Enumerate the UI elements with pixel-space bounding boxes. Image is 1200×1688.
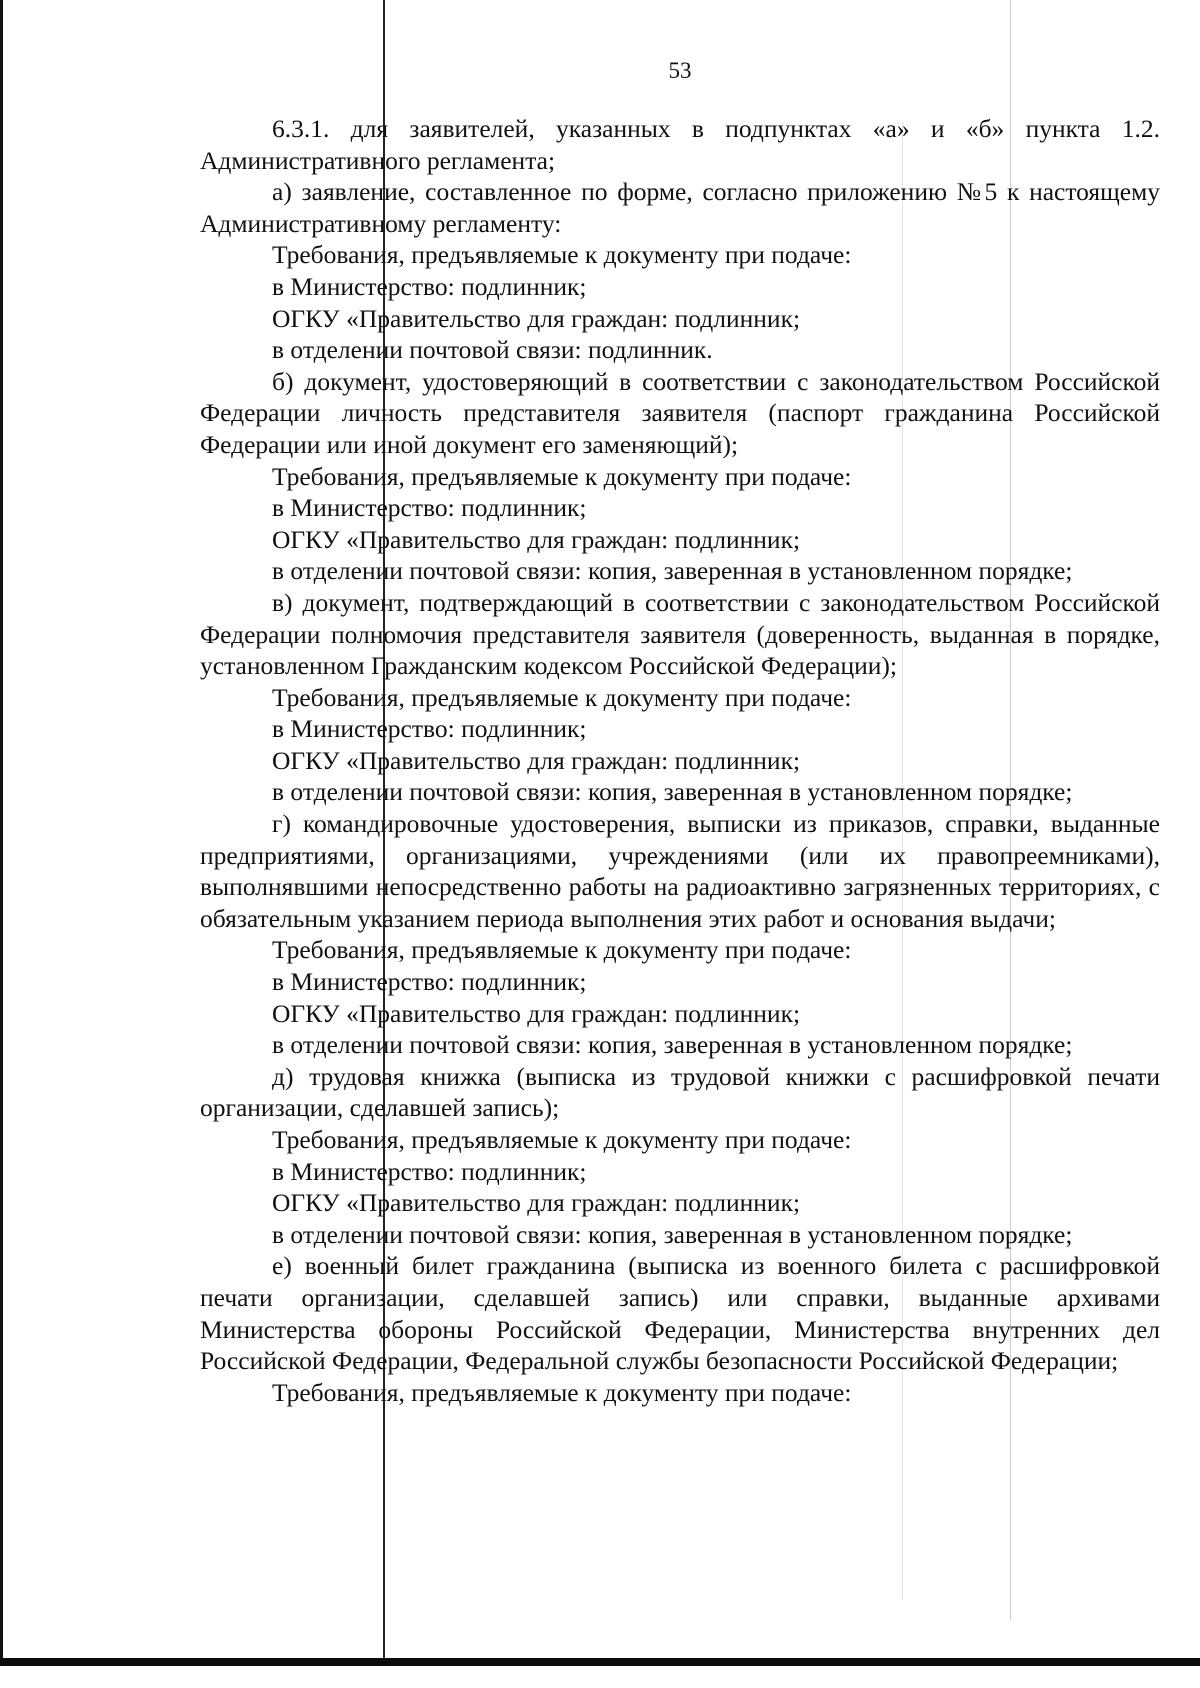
- paragraph: в Министерство: подлинник;: [272, 1156, 587, 1186]
- paragraph: ОГКУ «Правительство для граждан: подлинник;: [272, 524, 801, 554]
- paragraph: в отделении почтовой связи: копия, заверенная в установленном порядке;: [272, 1219, 1073, 1249]
- paragraph: ОГКУ «Правительство для граждан: подлинник;: [272, 303, 801, 333]
- paragraph: Требования, предъявляемые к документу при подаче:: [272, 682, 852, 712]
- paragraph: в) документ, подтверждающий в соответствии с законодательством Российской Федерации полномочия представителя заявителя (доверенность, выданная в порядке, установленном Гражданским кодексом Российской Федерации);: [200, 587, 1160, 681]
- paragraph: ОГКУ «Правительство для граждан: подлинник;: [272, 1188, 801, 1218]
- paragraph: Требования, предъявляемые к документу при подаче:: [272, 1125, 852, 1154]
- paragraph: в отделении почтовой связи: подлинник.: [272, 335, 713, 365]
- paragraph: д) трудовая книжка (выписка из трудовой книжки с расшифровкой печати организации, сделавшей запись);: [200, 1061, 1160, 1123]
- paragraph: в Министерство: подлинник;: [272, 271, 587, 301]
- paragraph: Требования, предъявляемые к документу при подаче:: [272, 1377, 852, 1407]
- paragraph: в отделении почтовой связи: копия, заверенная в установленном порядке;: [272, 777, 1073, 807]
- document-body: [200, 113, 1160, 1408]
- paragraph: а) заявление, составленное по форме, согласно приложению №5 к настоящему Административному регламенту:: [200, 177, 1160, 238]
- page-number: 53: [668, 58, 692, 83]
- paragraph: в Министерство: подлинник;: [272, 967, 587, 997]
- paragraph: е) военный билет гражданина (выписка из военного билета с расшифровкой печати организации, сделавшей запись) или справки, выданные архивами Министерства обороны Российской Федерации, Министерства внутренних дел Российской Федерации, Федеральной службы безопасности Российской Федерации;: [200, 1251, 1160, 1376]
- scan-bottom-bar: [0, 1658, 1200, 1666]
- paragraph: г) командировочные удостоверения, выписки из приказов, справки, выданные предприятиями, организациями, учреждениями (или их правопреемниками), выполнявшими непосредственно работы на радиоактивно загрязненных территориях, с обязательным указанием периода выполнения этих работ и основания выдачи;: [200, 809, 1160, 933]
- paragraph: ОГКУ «Правительство для граждан: подлинник;: [272, 745, 801, 775]
- paragraph: в отделении почтовой связи: копия, заверенная в установленном порядке;: [272, 556, 1073, 586]
- paragraph: ОГКУ «Правительство для граждан: подлинник;: [272, 998, 801, 1028]
- paragraph: в отделении почтовой связи: копия, заверенная в установленном порядке;: [272, 1030, 1073, 1060]
- paragraph: б) документ, удостоверяющий в соответствии с законодательством Российской Федерации личность представителя заявителя (паспорт гражданина Российской Федерации или иной документ его заменяющий);: [200, 366, 1160, 459]
- paragraph: Требования, предъявляемые к документу при подаче:: [272, 935, 852, 965]
- scan-left-edge: [0, 0, 3, 1666]
- paragraph: 6.3.1. для заявителей, указанных в подпунктах «а» и «б» пункта 1.2. Административного регламента;: [200, 114, 1160, 175]
- paragraph: Требования, предъявляемые к документу при подаче:: [272, 240, 852, 270]
- paragraph: Требования, предъявляемые к документу при подаче:: [272, 461, 852, 491]
- paragraph: в Министерство: подлинник;: [272, 493, 587, 523]
- paragraph: в Министерство: подлинник;: [272, 714, 587, 744]
